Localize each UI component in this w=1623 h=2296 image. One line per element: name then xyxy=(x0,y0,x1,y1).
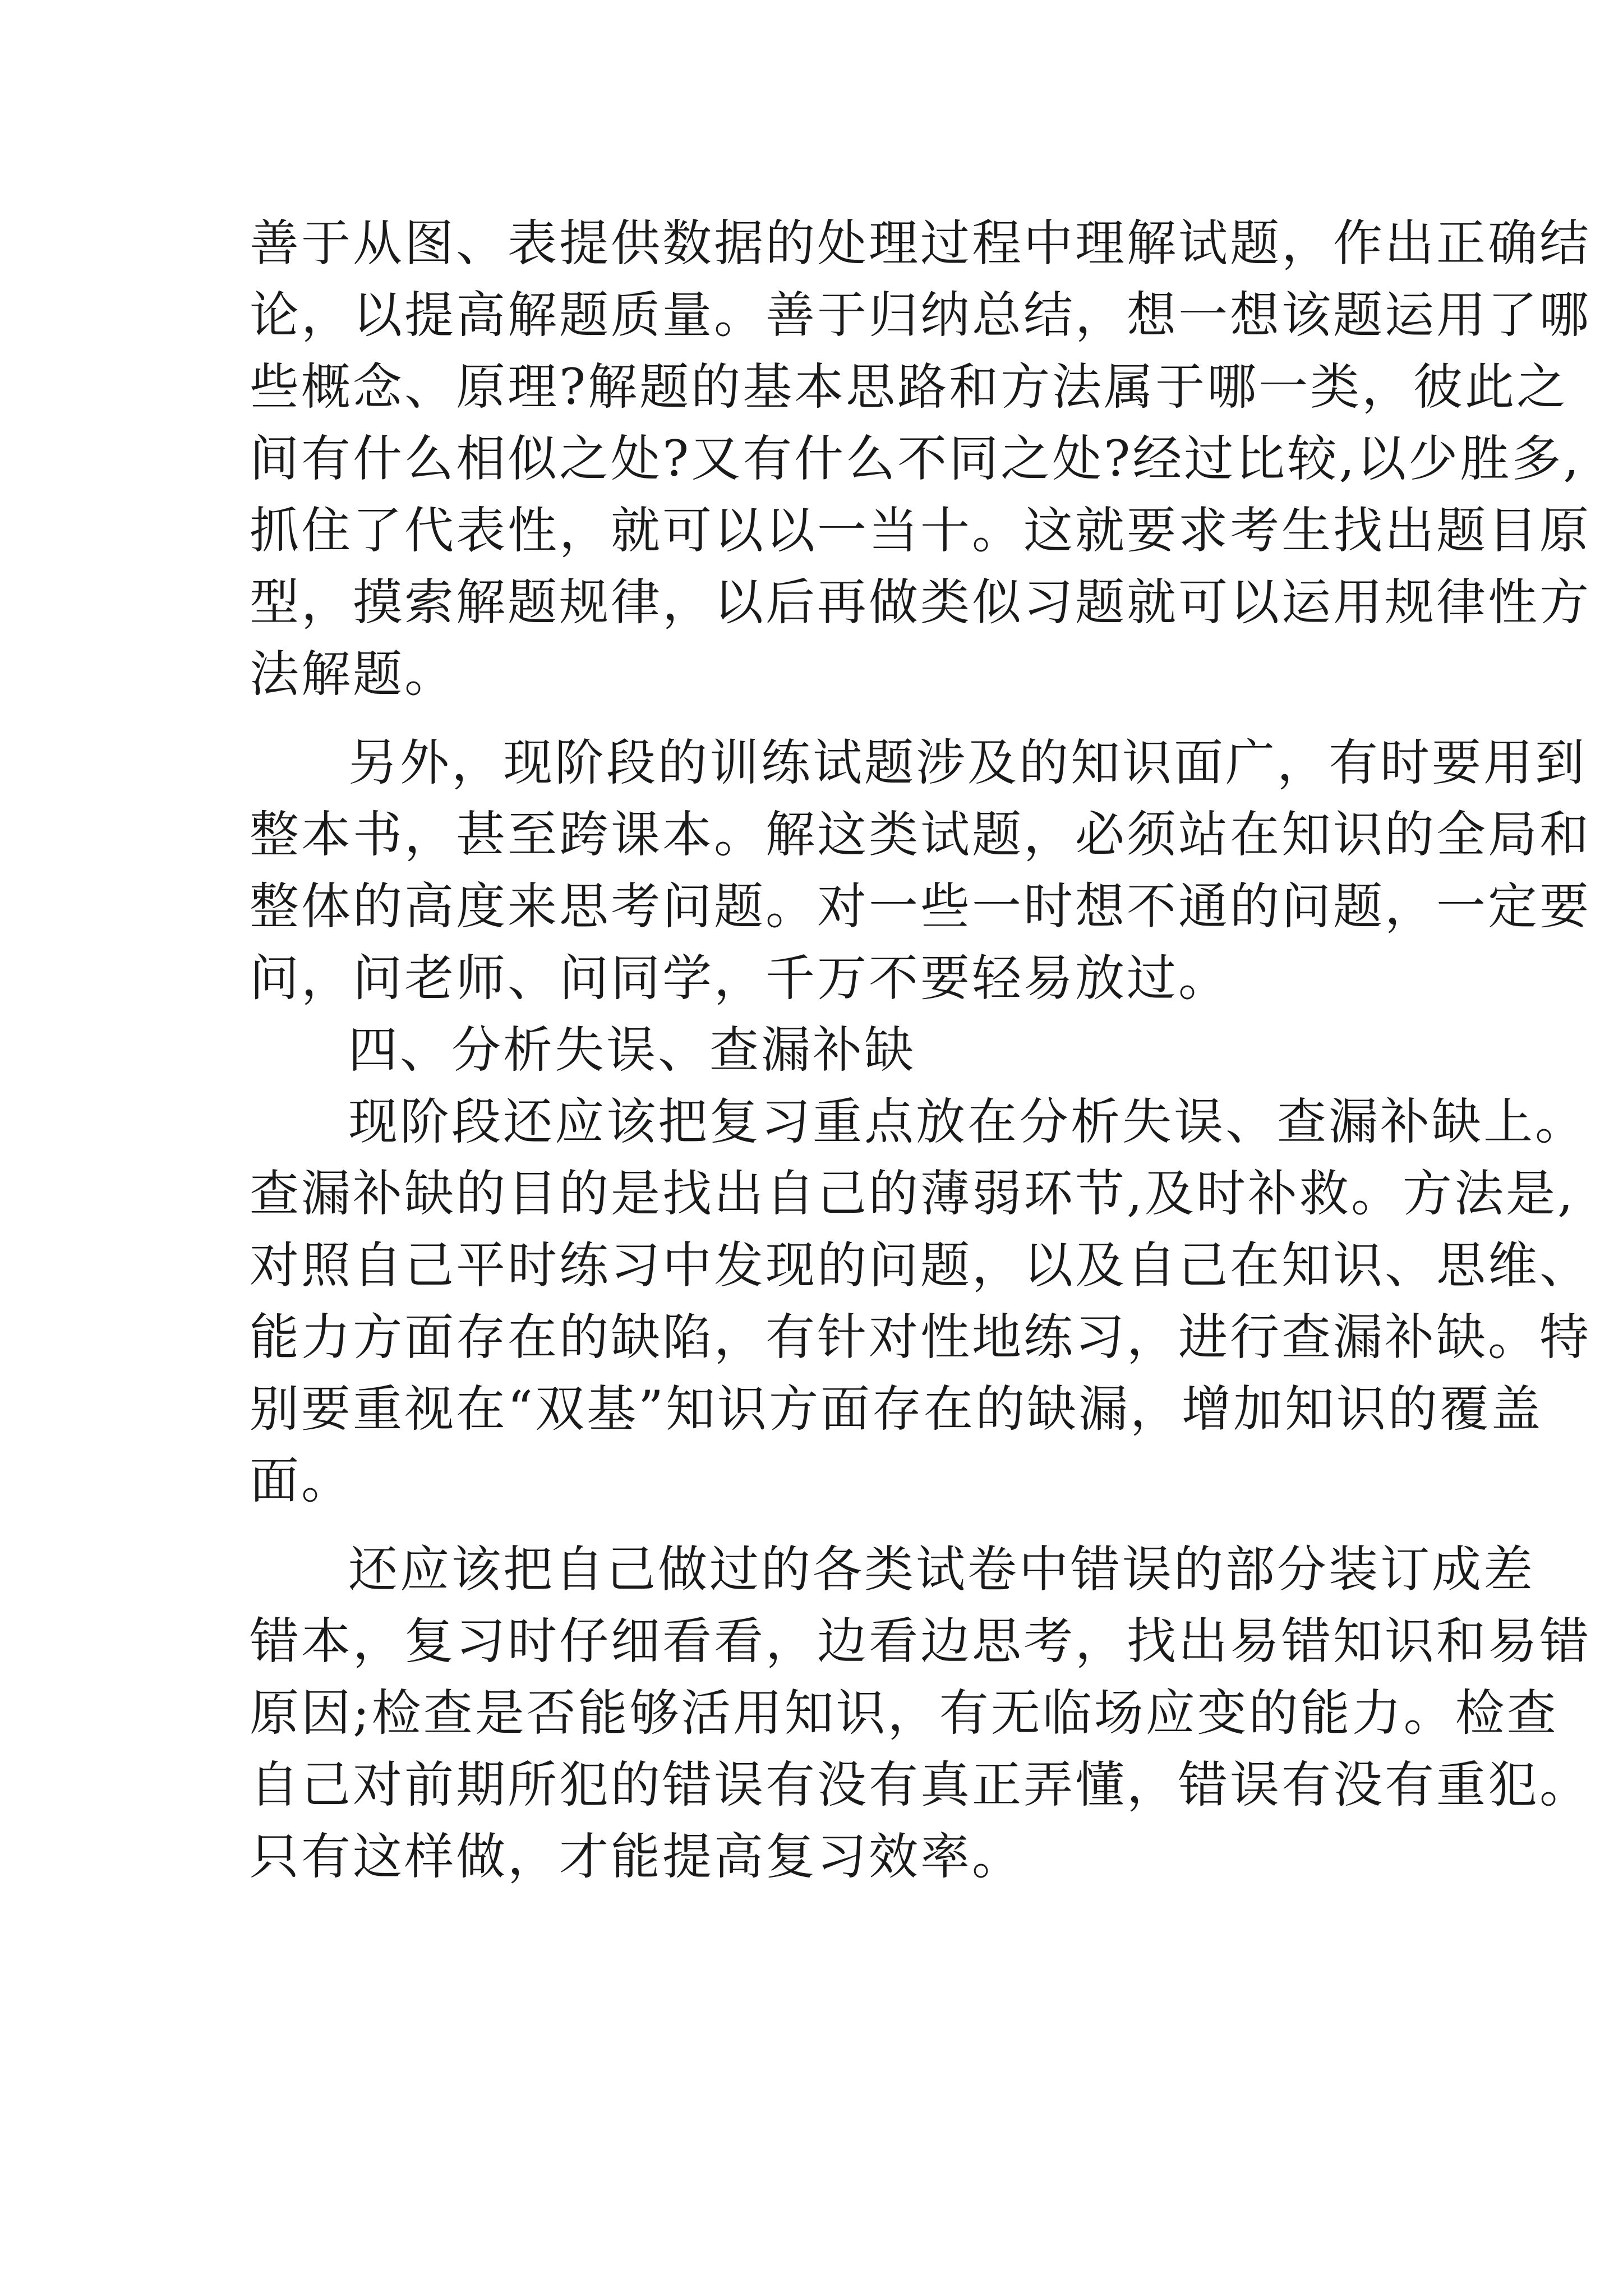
text-line: 型，摸索解题规律，以后再做类似习题就可以运用规律性方 xyxy=(250,573,1592,631)
text-line: 对照自己平时练习中发现的问题，以及自己在知识、思维、 xyxy=(250,1236,1592,1294)
text-line: 自己对前期所犯的错误有没有真正弄懂，错误有没有重犯。 xyxy=(250,1756,1592,1814)
text-line: 问，问老师、问同学，千万不要轻易放过。 xyxy=(250,949,1230,1007)
text-line: 面。 xyxy=(250,1452,353,1510)
text-line: 抓住了代表性，就可以以一当十。这就要求考生找出题目原 xyxy=(250,501,1592,559)
text-line: 整本书，甚至跨课本。解这类试题，必须站在知识的全局和 xyxy=(250,806,1592,863)
text-line: 原因;检查是否能够活用知识，有无临场应变的能力。检查 xyxy=(250,1684,1559,1742)
paragraph-1 xyxy=(250,208,1592,710)
text-line: 法解题。 xyxy=(250,645,457,703)
text-line: 查漏补缺的目的是找出自己的薄弱环节,及时补救。方法是, xyxy=(250,1165,1575,1222)
text-line: 间有什么相似之处?又有什么不同之处?经过比较,以少胜多, xyxy=(250,430,1581,487)
text-line: 别要重视在“双基”知识方面存在的缺漏，增加知识的覆盖 xyxy=(250,1380,1543,1438)
paragraph-4 xyxy=(250,1534,1592,1893)
paragraph-2 xyxy=(250,727,1592,1014)
paragraph-3 xyxy=(250,1086,1592,1517)
text-line: 只有这样做，才能提高复习效率。 xyxy=(250,1828,1024,1885)
text-line: 错本，复习时仔细看看，边看边思考，找出易错知识和易错 xyxy=(250,1612,1592,1670)
text-line: 另外，现阶段的训练试题涉及的知识面广，有时要用到 xyxy=(348,734,1587,792)
section-heading xyxy=(250,1014,1388,1086)
text-line: 还应该把自己做过的各类试卷中错误的部分装订成差 xyxy=(348,1540,1536,1598)
text-line: 善于从图、表提供数据的处理过程中理解试题，作出正确结 xyxy=(250,214,1592,272)
text-line: 些概念、原理?解题的基本思路和方法属于哪一类，彼此之 xyxy=(250,358,1569,416)
text-line: 论，以提高解题质量。善于归纳总结，想一想该题运用了哪 xyxy=(250,286,1592,344)
text-line: 现阶段还应该把复习重点放在分析失误、查漏补缺上。 xyxy=(348,1093,1587,1151)
text-line: 整体的高度来思考问题。对一些一时想不通的问题，一定要 xyxy=(250,877,1592,935)
body-text xyxy=(250,208,1592,1893)
text-line: 能力方面存在的缺陷，有针对性地练习，进行查漏补缺。特 xyxy=(250,1308,1592,1366)
heading-text: 四、分析失误、查漏补缺 xyxy=(348,1021,916,1079)
